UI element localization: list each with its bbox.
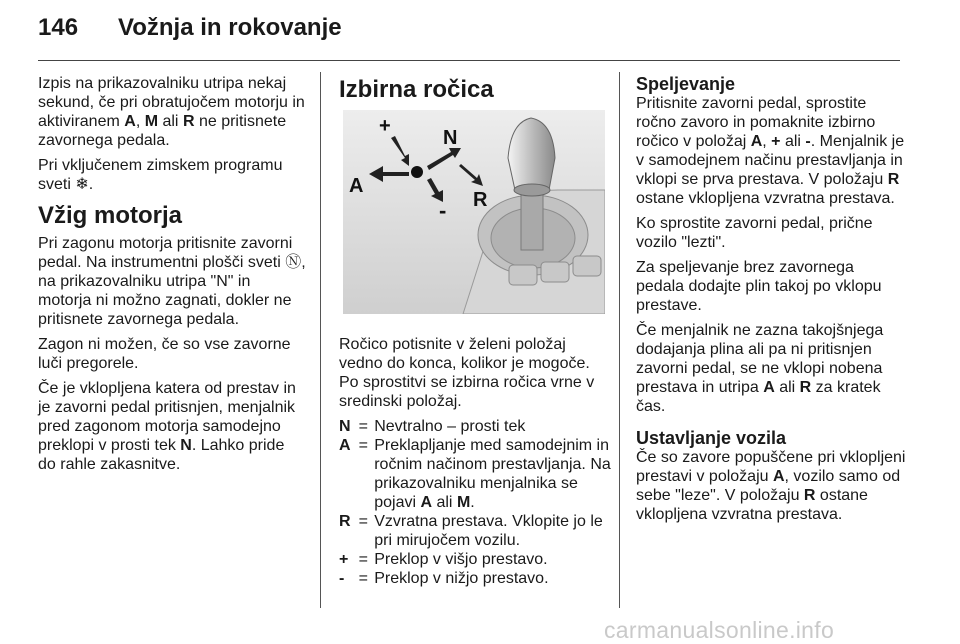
column-1 bbox=[38, 74, 306, 480]
heading-izbirna-rocica: Izbirna ročica bbox=[339, 76, 494, 103]
paragraph-winter-program: Pri vključenem zimskem programu sveti ❄. bbox=[38, 157, 283, 193]
definition-value: Vzvratna prestava. Vklopite jo le pri mirujočem vozilu. bbox=[374, 513, 603, 549]
definition-equals: = bbox=[358, 418, 368, 435]
paragraph-stopping: Če so zavore popuščene pri vklopljeni prestavi v položaju A, vozilo samo od sebe "leze". V položaju R ostane vklopljena vzvratna prestava. bbox=[636, 449, 906, 523]
gear-selector-illustration bbox=[343, 110, 605, 314]
definition-row bbox=[339, 512, 611, 550]
neutral-dot bbox=[411, 166, 423, 178]
definition-key: A bbox=[339, 437, 351, 454]
heading-vzig-motorja: Vžig motorja bbox=[38, 202, 183, 229]
definition-value: Nevtralno – prosti tek bbox=[374, 418, 526, 435]
definition-row bbox=[339, 436, 611, 512]
paragraph-brake-lights: Zagon ni možen, če so vse zavorne luči pregorele. bbox=[38, 336, 291, 372]
figure-label-a: A bbox=[349, 175, 364, 197]
figure-label-minus: - bbox=[439, 198, 447, 223]
figure-label-plus: + bbox=[379, 115, 391, 137]
definition-key: - bbox=[339, 570, 345, 587]
heading-speljevanje: Speljevanje bbox=[636, 74, 736, 94]
figure-label-n: N bbox=[443, 127, 458, 149]
paragraph-no-gear: Če menjalnik ne zazna takojšnjega dodajanja plina ali pa ni pritisnjen zavorni pedal, se ne vklopi nobena prestava in utripa A ali R za kratek čas. bbox=[636, 322, 884, 415]
page-number: 146 bbox=[38, 14, 79, 41]
definition-key: + bbox=[339, 551, 349, 568]
definition-row bbox=[339, 569, 611, 588]
column-divider-2 bbox=[619, 72, 620, 608]
definition-value: Preklop v nižjo prestavo. bbox=[374, 570, 549, 587]
definition-equals: = bbox=[358, 551, 368, 568]
definition-list bbox=[339, 417, 611, 588]
definition-key: R bbox=[339, 513, 351, 530]
snowflake-icon: ❄ bbox=[75, 176, 89, 193]
definition-row bbox=[339, 417, 611, 436]
definition-key: N bbox=[339, 418, 351, 435]
paragraph-display-flash: Izpis na prikazovalniku utripa nekaj sekund, če pri obratujočem motorju in aktiviranem A, M ali R ne pritisnete zavornega pedala. bbox=[38, 75, 305, 149]
paragraph-throttle: Za speljevanje brez zavornega pedala dodajte plin takoj po vklopu prestave. bbox=[636, 259, 882, 314]
definition-equals: = bbox=[358, 513, 368, 530]
paragraph-start-driving: Pritisnite zavorni pedal, sprostite ročno zavoro in pomaknite izbirno ročico v položaj A, + ali -. Menjalnik je v samodejnem načinu prestavljanja in vklopi se prva prestava. V položaju R ostane vklopljena vzvratna prestava. bbox=[636, 95, 905, 207]
neutral-warning-icon: Ⓝ bbox=[285, 254, 302, 271]
header-rule bbox=[38, 60, 900, 61]
page-title: Vožnja in rokovanje bbox=[118, 14, 342, 41]
definition-value: Preklapljanje med samodejnim in ročnim načinom prestavljanja. Na prikazovalniku menjalnika se pojavi A ali M. bbox=[374, 437, 611, 511]
footer-watermark: carmanualsonline.info bbox=[604, 617, 835, 643]
definition-value: Preklop v višjo prestavo. bbox=[374, 551, 548, 568]
column-2 bbox=[339, 74, 611, 588]
definition-equals: = bbox=[358, 570, 368, 587]
heading-ustavljanje: Ustavljanje vozila bbox=[636, 428, 787, 448]
column-3 bbox=[636, 74, 906, 530]
definition-equals: = bbox=[358, 437, 368, 454]
paragraph-start-engine: Pri zagonu motorja pritisnite zavorni pedal. Na instrumentni plošči sveti Ⓝ, na prikazovalniku utripa "N" in motorja ni možno zagnati, dokler ne pritisnete zavornega pedala. bbox=[38, 235, 306, 328]
paragraph-lever-usage: Ročico potisnite v želeni položaj vedno do konca, kolikor je mogoče. Po sprostitvi se izbirna ročica vrne v sredinski položaj. bbox=[339, 336, 595, 410]
definition-row bbox=[339, 550, 611, 569]
column-divider-1 bbox=[320, 72, 321, 608]
paragraph-creep: Ko sprostite zavorni pedal, prične vozilo "lezti". bbox=[636, 215, 873, 251]
paragraph-gear-engaged: Če je vklopljena katera od prestav in je zavorni pedal pritisnjen, menjalnik pred zagonom motorja samodejno preklopi v prosti tek N. Lahko pride do rahle zakasnitve. bbox=[38, 380, 296, 473]
figure-label-r: R bbox=[473, 189, 488, 211]
